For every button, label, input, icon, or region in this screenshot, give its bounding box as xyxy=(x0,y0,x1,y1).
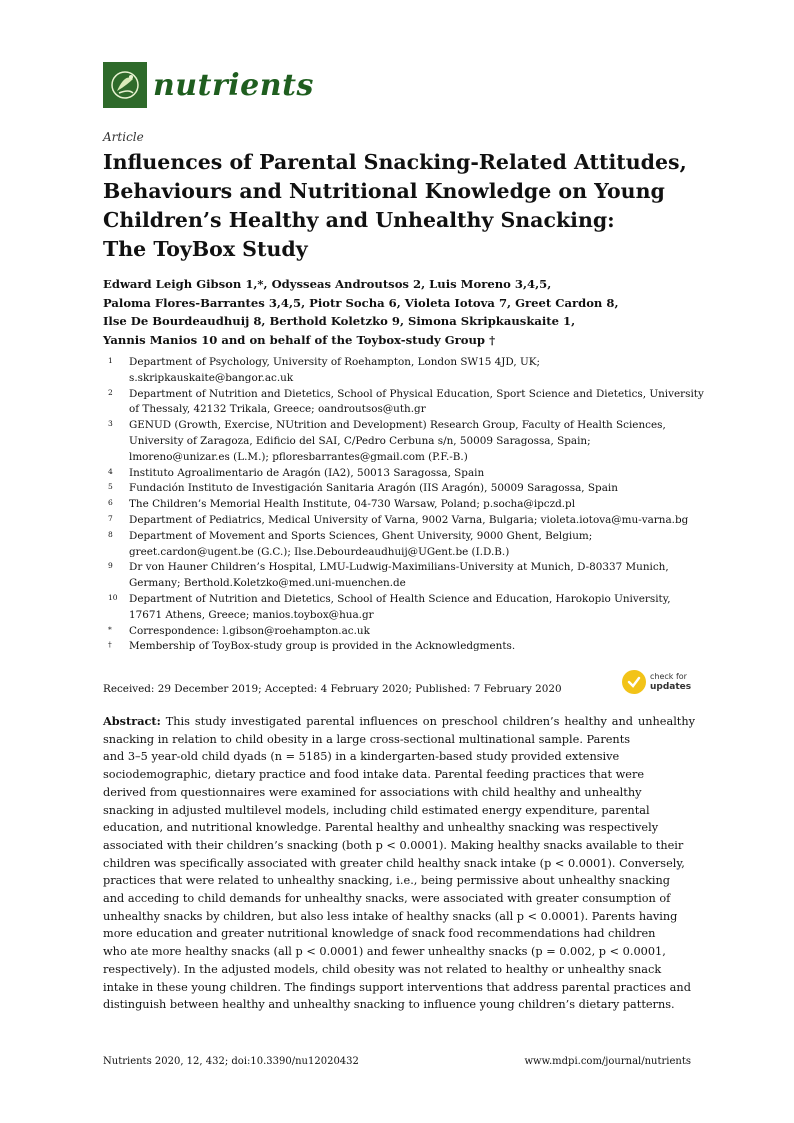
affiliation-item xyxy=(103,529,703,561)
abstract-line: snacking in relation to child obesity in a large cross-sectional multinational sample. Parents xyxy=(103,732,631,746)
journal-logo xyxy=(103,62,314,108)
affiliation-text: Department of Psychology, University of Roehampton, London SW15 4JD, UK; xyxy=(129,356,541,368)
abstract-line: intake in these young children. The findings support interventions that address parental practices and xyxy=(103,980,691,994)
title-line: The ToyBox Study xyxy=(103,237,308,261)
affiliation-number: 2 xyxy=(108,387,113,397)
publication-dates: Received: 29 December 2019; Accepted: 4 February 2020; Published: 7 February 2020 xyxy=(103,683,562,695)
affiliation-text: of Thessaly, 42132 Trikala, Greece; oandroutsos@uth.gr xyxy=(129,403,426,416)
title-line: Behaviours and Nutritional Knowledge on Young xyxy=(103,179,665,203)
abstract-label: Abstract: xyxy=(103,714,161,728)
author-line: Yannis Manios 10 and on behalf of the Toybox-study Group † xyxy=(103,332,496,347)
affiliation-number: 1 xyxy=(108,356,113,365)
abstract-line: snacking in adjusted multilevel models, including child estimated energy expenditure, parental xyxy=(103,803,650,817)
affiliation-number: 4 xyxy=(108,466,113,476)
abstract-line: who ate more healthy snacks (all p < 0.0001) and fewer unhealthy snacks (p = 0.002, p < 0.0001, xyxy=(103,945,666,959)
affiliation-item xyxy=(103,592,703,624)
author-line: Edward Leigh Gibson 1,*, Odysseas Androutsos 2, Luis Moreno 3,4,5, xyxy=(103,277,552,291)
affiliation-item xyxy=(103,387,703,419)
check-updates-label: check for xyxy=(650,672,687,681)
affiliation-item xyxy=(103,355,703,387)
check-updates-icon xyxy=(622,670,646,694)
affiliation-number: 6 xyxy=(108,498,113,508)
abstract-line: sociodemographic, dietary practice and food intake data. Parental feeding practices that were xyxy=(103,768,645,782)
affiliation-item xyxy=(103,481,703,497)
abstract xyxy=(103,713,695,1014)
author-line: Ilse De Bourdeaudhuij 8, Berthold Koletzko 9, Simona Skripkauskaite 1, xyxy=(103,314,576,328)
journal-url-link[interactable]: www.mdpi.com/journal/nutrients xyxy=(524,1056,691,1067)
title-line: Children’s Healthy and Unhealthy Snacking: xyxy=(103,208,615,232)
membership-text: Membership of ToyBox-study group is provided in the Acknowledgments. xyxy=(129,640,516,653)
membership-note xyxy=(103,639,703,655)
correspondence-item xyxy=(103,624,703,640)
abstract-line: derived from questionnaires were examined for associations with child healthy and unhealthy xyxy=(103,785,642,799)
paper-title xyxy=(103,148,703,264)
affiliation-item xyxy=(103,497,703,513)
affiliation-number: 9 xyxy=(108,561,113,571)
abstract-first-line xyxy=(103,713,695,731)
affiliation-text: Instituto Agroalimentario de Aragón (IA2), 50013 Saragossa, Spain xyxy=(129,466,485,479)
affiliation-number: 10 xyxy=(108,592,118,602)
affiliation-number: 7 xyxy=(108,513,113,523)
affiliation-text: University of Zaragoza, Edificio del SAI, C/Pedro Cerbuna s/n, 50009 Saragossa, Spain; xyxy=(129,434,591,447)
nutrients-logo-icon xyxy=(103,62,147,108)
check-for-updates-badge[interactable] xyxy=(622,670,691,694)
title-line: Influences of Parental Snacking-Related Attitudes, xyxy=(103,150,687,174)
article-type: Article xyxy=(103,130,144,144)
affiliation-item xyxy=(103,418,703,465)
affiliation-item xyxy=(103,466,703,482)
abstract-line: distinguish between healthy and unhealthy snacking to influence young children’s dietary patterns. xyxy=(103,998,675,1012)
affiliation-text: greet.cardon@ugent.be (G.C.); Ilse.Debourdeaudhuij@UGent.be (I.D.B.) xyxy=(129,545,510,558)
abstract-line: and acceding to child demands for unhealthy snacks, were associated with greater consumption of xyxy=(103,892,671,906)
affiliation-email[interactable]: s.skripkauskaite@bangor.ac.uk xyxy=(129,371,294,384)
abstract-line: unhealthy snacks by children, but also less intake of healthy snacks (all p < 0.0001). Parents having xyxy=(103,909,678,923)
affiliations xyxy=(103,355,703,655)
abstract-line: more education and greater nutritional knowledge of snack food recommendations had children xyxy=(103,927,656,941)
affiliation-text: Germany; Berthold.Koletzko@med.uni-muenchen.de xyxy=(129,577,406,590)
abstract-line: respectively). In the adjusted models, child obesity was not related to healthy or unhealthy snack xyxy=(103,962,662,976)
abstract-line: children was specifically associated with greater child healthy snack intake (p < 0.0001). Conversely, xyxy=(103,856,685,870)
abstract-line: and 3–5 year-old child dyads (n = 5185) in a kindergarten-based study provided extensive xyxy=(103,750,620,764)
affiliation-text: Department of Pediatrics, Medical University of Varna, 9002 Varna, Bulgaria; violeta.iotova@mu-varna.bg xyxy=(129,513,689,526)
affiliation-item xyxy=(103,560,703,592)
affiliation-text: lmoreno@unizar.es (L.M.); pfloresbarrantes@gmail.com (P.F.-B.) xyxy=(129,450,468,463)
abstract-text: This study investigated parental influences on preschool children’s healthy and unhealthy xyxy=(165,715,695,728)
affiliation-text: GENUD (Growth, Exercise, NUtrition and Development) Research Group, Faculty of Health Sciences, xyxy=(129,419,666,432)
abstract-line: associated with their children’s snacking (both p < 0.0001). Making healthy snacks available to their xyxy=(103,838,684,852)
affiliation-number: 5 xyxy=(108,482,113,492)
check-updates-label-strong: updates xyxy=(650,682,692,692)
abstract-line: education, and nutritional knowledge. Parental healthy and unhealthy snacking was respectively xyxy=(103,821,659,835)
affiliation-text: The Children’s Memorial Health Institute, 04-730 Warsaw, Poland; p.socha@ipczd.pl xyxy=(129,498,576,511)
citation-footer: Nutrients 2020, 12, 432; doi:10.3390/nu12020432 xyxy=(103,1056,359,1067)
affiliation-text: Dr von Hauner Children’s Hospital, LMU-Ludwig-Maximilians-University at Munich, D-80337 Munich, xyxy=(129,561,669,574)
correspondence-text[interactable]: Correspondence: l.gibson@roehampton.ac.uk xyxy=(129,624,370,637)
affiliation-text: Department of Nutrition and Dietetics, School of Health Science and Education, Harokopio University, xyxy=(129,592,671,605)
affiliation-item xyxy=(103,513,703,529)
affiliation-number: * xyxy=(108,624,112,634)
author-line: Paloma Flores-Barrantes 3,4,5, Piotr Socha 6, Violeta Iotova 7, Greet Cardon 8, xyxy=(103,295,619,310)
author-list xyxy=(103,275,703,349)
journal-name[interactable]: nutrients xyxy=(153,67,314,103)
affiliation-text: Department of Nutrition and Dietetics, School of Physical Education, Sport Science and Dietetics, University xyxy=(129,387,704,400)
affiliation-text: Fundación Instituto de Investigación Sanitaria Aragón (IIS Aragón), 50009 Saragossa, Spain xyxy=(129,482,618,495)
affiliation-number: 8 xyxy=(108,529,113,539)
affiliation-number: † xyxy=(108,640,112,650)
affiliation-text: Department of Movement and Sports Sciences, Ghent University, 9000 Ghent, Belgium; xyxy=(129,529,593,542)
affiliation-number: 3 xyxy=(108,419,113,429)
abstract-line: practices that were related to unhealthy snacking, i.e., being permissive about unhealthy snacking xyxy=(103,874,671,888)
affiliation-text: 17671 Athens, Greece; manios.toybox@hua.gr xyxy=(129,608,374,621)
